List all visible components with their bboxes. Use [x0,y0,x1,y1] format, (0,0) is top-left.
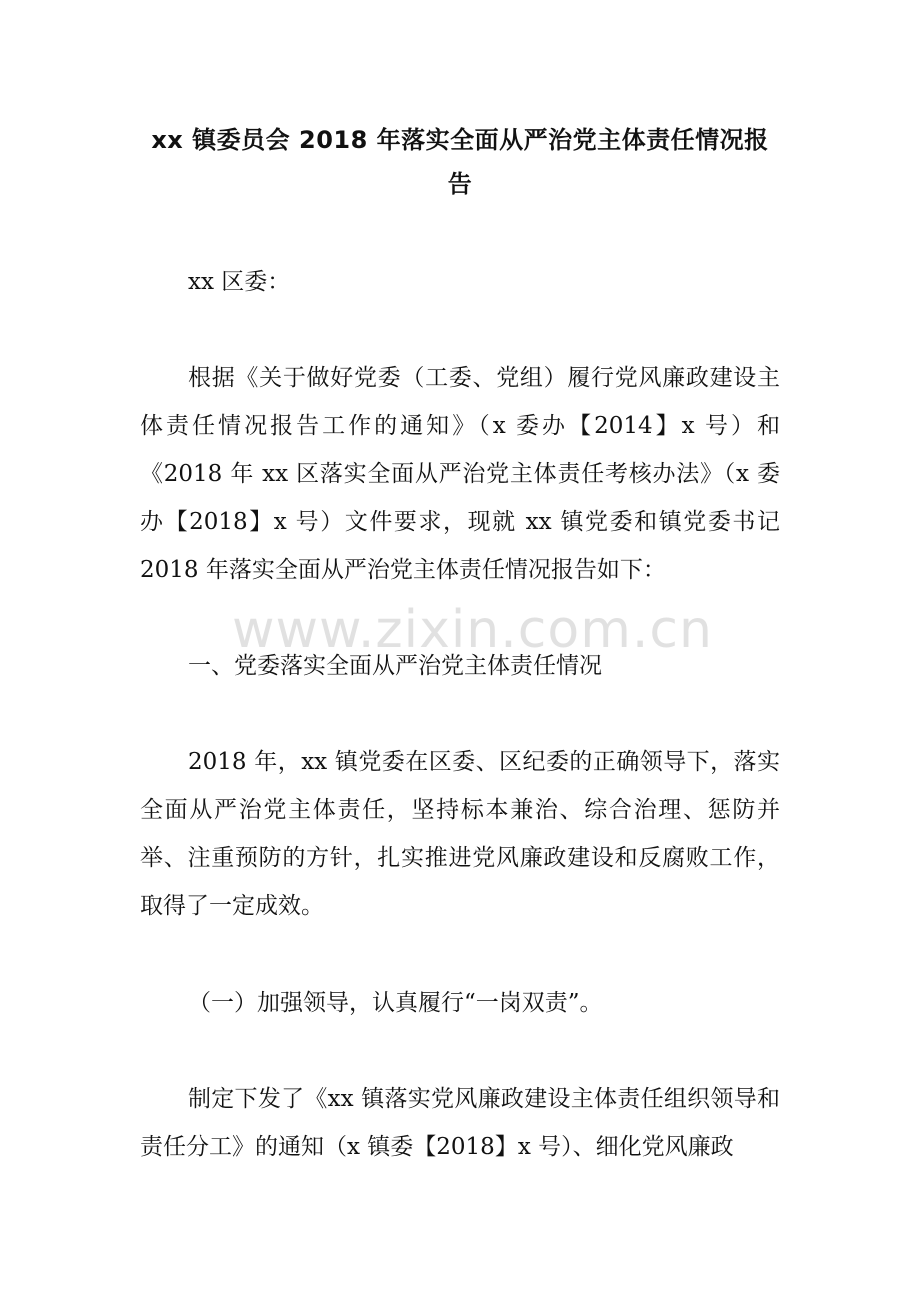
document-title: xx 镇委员会 2018 年落实全面从严治党主体责任情况报告 [151,126,769,198]
body-paragraph-3: 制定下发了《xx 镇落实党风廉政建设主体责任组织领导和责任分工》的通知（x 镇委【2018】x 号）、细化党风廉政 [140,1086,780,1160]
body-paragraph-2: 2018 年，xx 镇党委在区委、区纪委的正确领导下，落实全面从严治党主体责任，坚持标本兼治、综合治理、惩防并举、注重预防的方针，扎实推进党风廉政建设和反腐败工作，取得了一定成效。 [140,749,780,919]
section-heading-1: 一、党委落实全面从严治党主体责任情况 [188,653,602,679]
watermark-text: www.zixin.com.cn [232,600,713,660]
body-paragraph-1: 根据《关于做好党委（工委、党组）履行党风廉政建设主体责任情况报告工作的通知》（x 委办【2014】x 号）和《2018 年 xx 区落实全面从严治党主体责任考核办法》（x 委办【2018】x 号）文件要求，现就 xx 镇党委和镇党委书记 2018 年落实全面从严治党主体责任情况报告如下： [140,365,780,583]
salutation: xx 区委： [188,269,291,295]
subsection-heading-1: （一）加强领导，认真履行“一岗双责”。 [188,990,603,1016]
